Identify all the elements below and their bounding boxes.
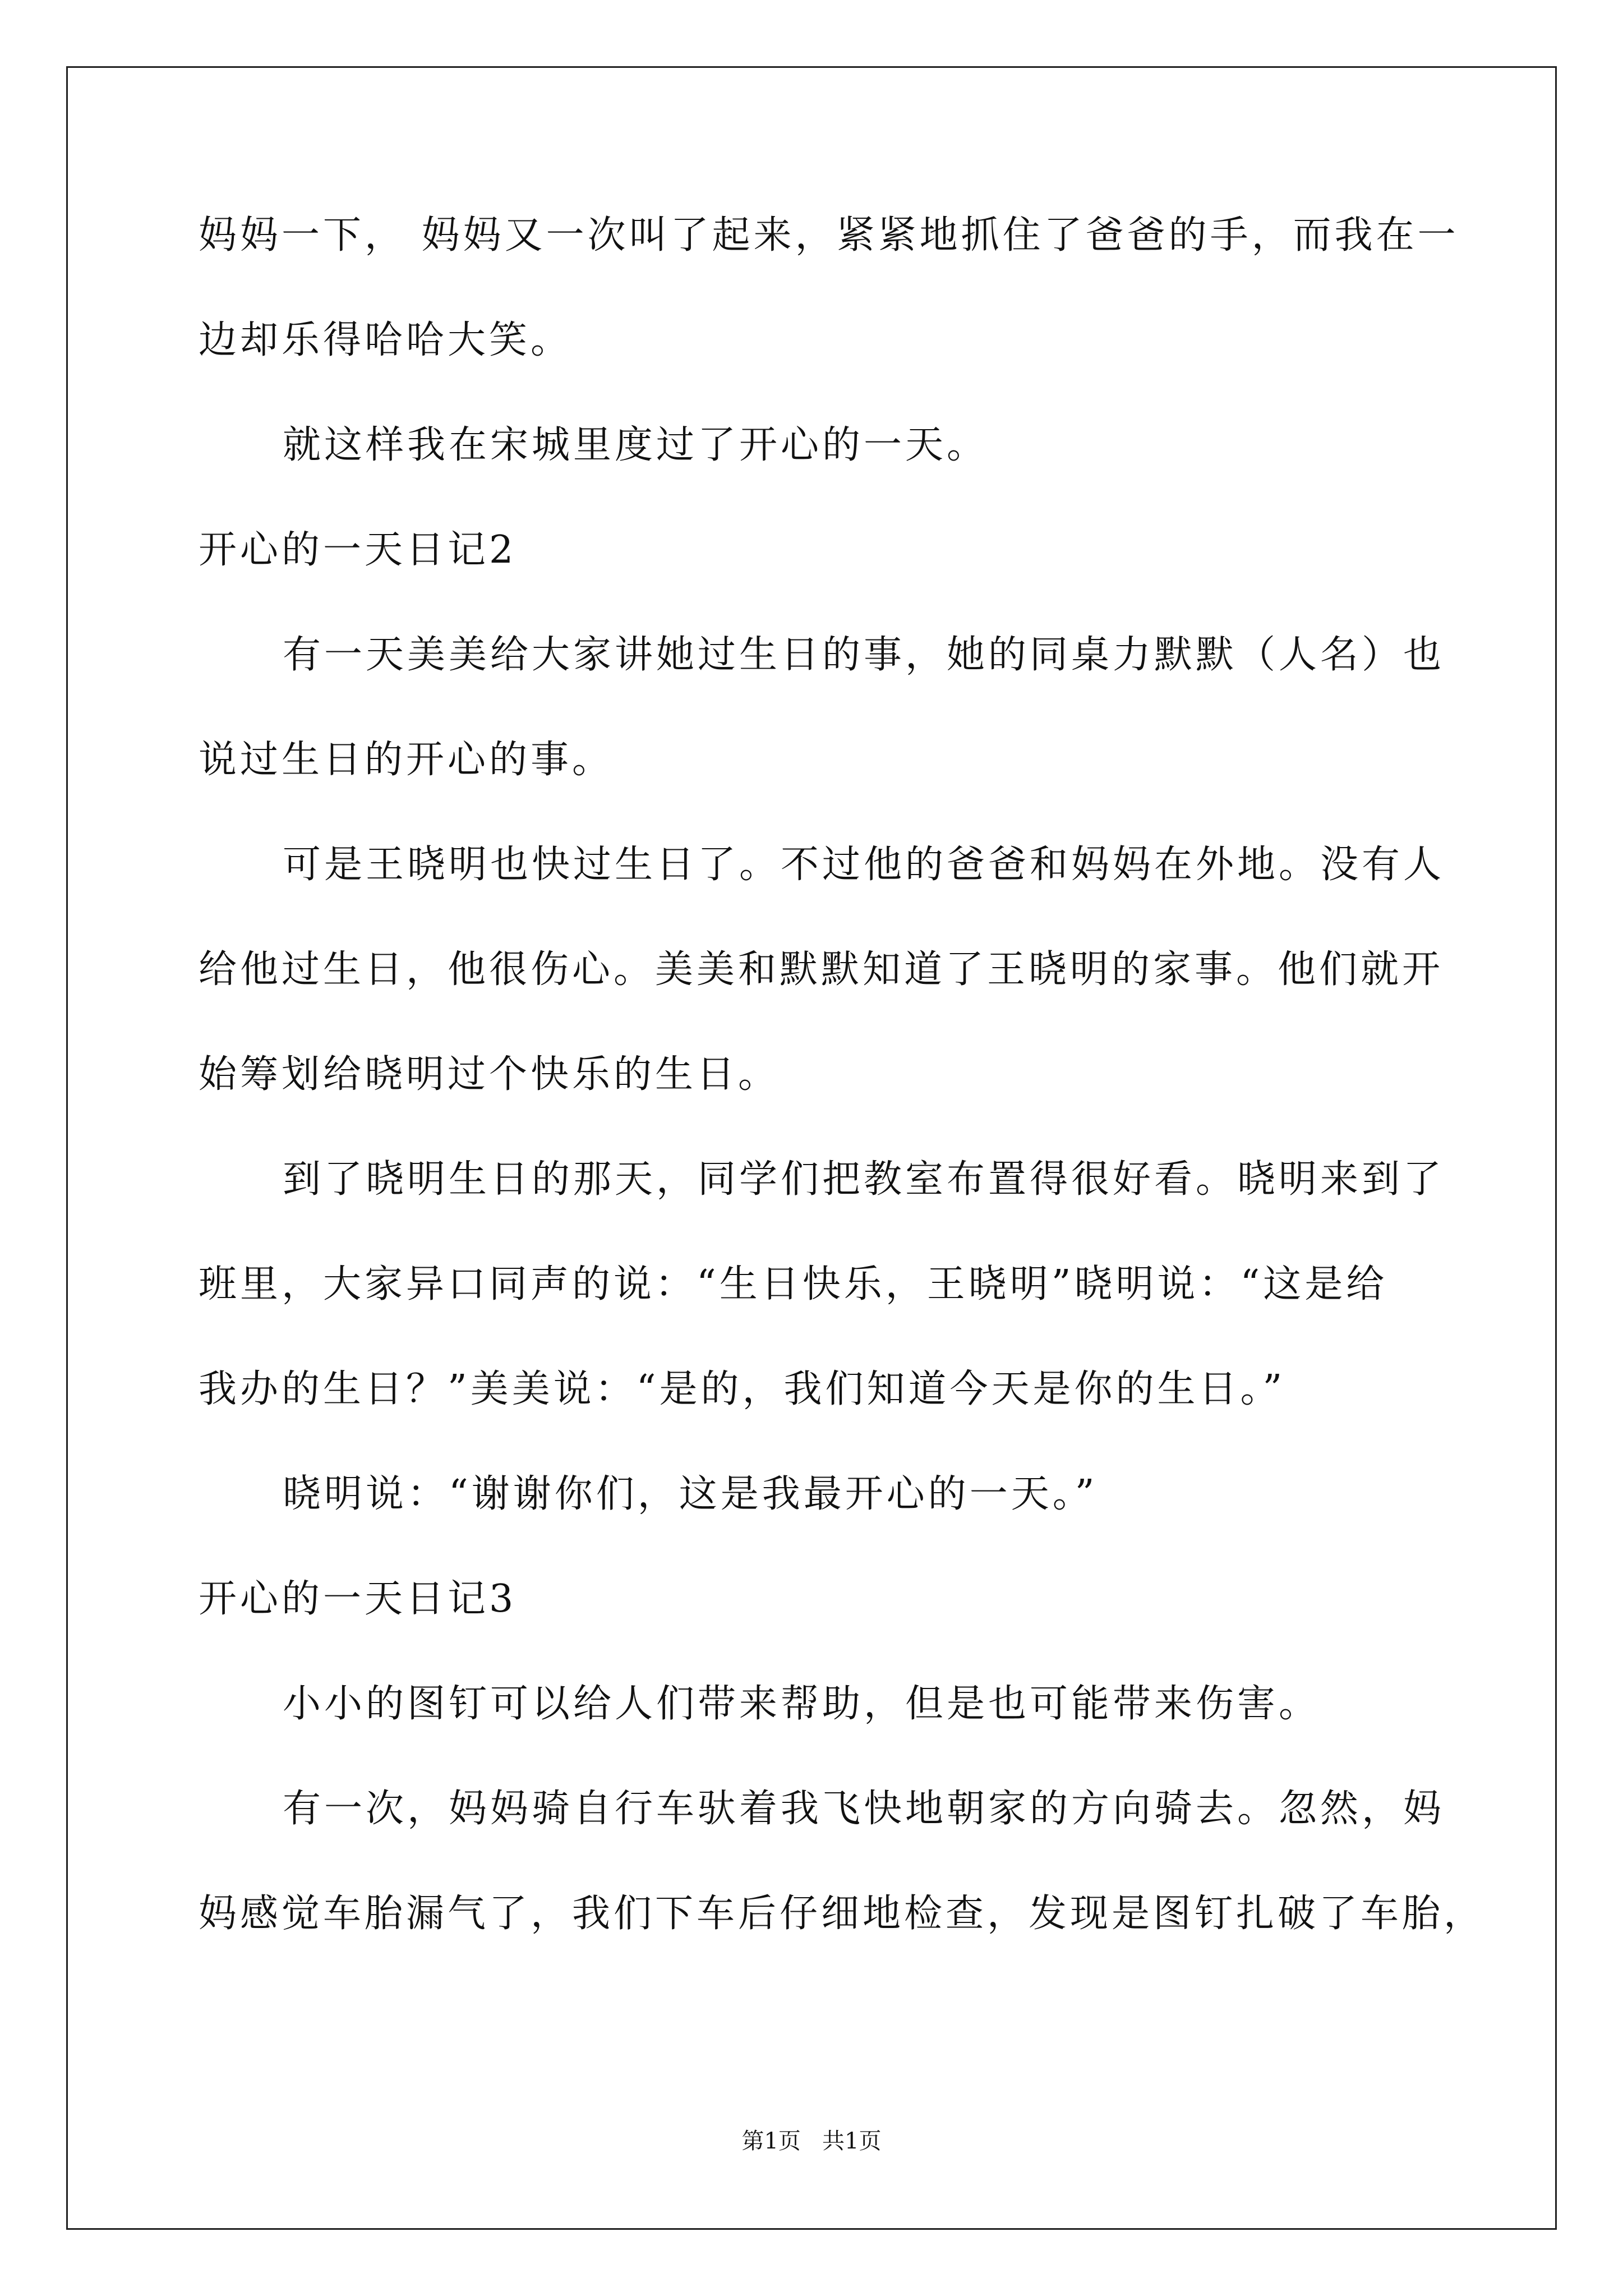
section-heading: 开心的一天日记2 bbox=[199, 528, 517, 572]
page-footer: 第1页 共1页 bbox=[741, 2128, 882, 2154]
paragraph-line: 到了晓明生日的那天，同学们把教室布置得很好看。晓明来到了 bbox=[283, 1157, 1445, 1202]
paragraph-line: 妈感觉车胎漏气了，我们下车后仔细地检查，发现是图钉扎破了车胎， bbox=[199, 1892, 1486, 1936]
section-heading: 开心的一天日记3 bbox=[199, 1577, 517, 1621]
paragraph-line: 班里，大家异口同声的说：“生日快乐，王晓明”晓明说：“这是给 bbox=[199, 1262, 1388, 1306]
paragraph-line: 有一天美美给大家讲她过生日的事，她的同桌力默默（人名）也 bbox=[283, 633, 1445, 677]
paragraph-line: 有一次，妈妈骑自行车驮着我飞快地朝家的方向骑去。忽然，妈 bbox=[283, 1787, 1445, 1831]
paragraph-line: 可是王晓明也快过生日了。不过他的爸爸和妈妈在外地。没有人 bbox=[283, 843, 1445, 887]
paragraph-line: 妈妈一下， 妈妈又一次叫了起来，紧紧地抓住了爸爸的手，而我在一 bbox=[199, 213, 1459, 257]
paragraph-line: 小小的图钉可以给人们带来帮助，但是也可能带来伤害。 bbox=[283, 1682, 1321, 1726]
paragraph-line: 我办的生日？”美美说：“是的，我们知道今天是你的生日。” bbox=[199, 1367, 1286, 1411]
paragraph-line: 边却乐得哈哈大笑。 bbox=[199, 318, 573, 362]
paragraph-line: 始筹划给晓明过个快乐的生日。 bbox=[199, 1052, 780, 1097]
paragraph-line: 就这样我在宋城里度过了开心的一天。 bbox=[283, 423, 989, 467]
paragraph-line: 晓明说：“谢谢你们，这是我最开心的一天。” bbox=[283, 1472, 1098, 1516]
paragraph-line: 给他过生日，他很伤心。美美和默默知道了王晓明的家事。他们就开 bbox=[199, 947, 1444, 992]
paragraph-line: 说过生日的开心的事。 bbox=[199, 738, 614, 782]
